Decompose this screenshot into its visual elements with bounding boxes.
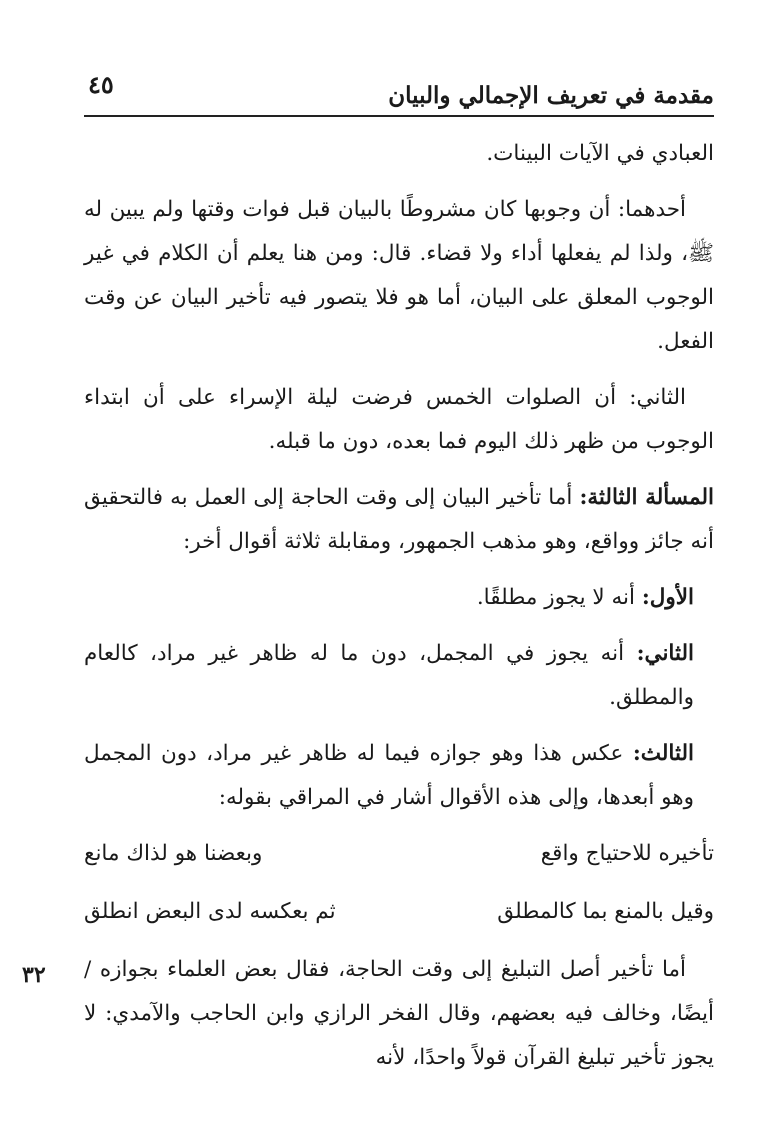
paragraph-7-lead: الثالث: (632, 741, 694, 766)
verse-2-first-hemistich: وقيل بالمنع بما كالمطلق (497, 899, 714, 924)
page-number: ٤٥ (88, 70, 114, 99)
paragraph-3-text: الثاني: أن الصلوات الخمس فرضت ليلة الإسراء على أن ابتداء الوجوب من ظهر ذلك اليوم فما بعده، دون ما قبله. (84, 385, 714, 454)
paragraph-7-text: عكس هذا وهو جوازه فيما له ظاهر غير مراد، دون المجمل وهو أبعدها، وإلى هذه الأقوال أشار في المراقي بقوله: (84, 741, 694, 810)
paragraph-2-text: أحدهما: أن وجوبها كان مشروطًا بالبيان قبل فوات وقتها ولم يبين له ﷺ، ولذا لم يفعلها أداء ولا قضاء. قال: ومن هنا يعلم أن الكلام في غير الوجوب المعلق على البيان، أما هو فلا يتصور فيه تأخير البيان عن وقت الفعل. (84, 197, 714, 354)
paragraph-6 (84, 632, 694, 720)
paragraph-4-lead: المسألة الثالثة: (579, 485, 714, 510)
paragraph-5-lead: الأول: (641, 585, 694, 610)
verse-1-first-hemistich: تأخيره للاحتياج واقع (540, 841, 714, 866)
closing-paragraph (84, 948, 714, 1080)
paragraph-5-text: أنه لا يجوز مطلقًا. (476, 585, 642, 610)
closing-paragraph-text: أما تأخير أصل التبليغ إلى وقت الحاجة، فقال بعض العلماء بجوازه / أيضًا، وخالف فيه بعضهم، وقال الفخر الرازي وابن الحاجب والآمدي: لا يجوز تأخير تبليغ القرآن قولاً واحدًا، لأنه (84, 957, 714, 1070)
paragraph-4 (84, 476, 714, 564)
paragraph-1-text: العبادي في الآيات البينات. (486, 141, 714, 166)
running-title: مقدمة في تعريف الإجمالي والبيان (388, 82, 714, 109)
paragraph-7 (84, 732, 694, 820)
paragraph-6-text: أنه يجوز في المجمل، دون ما له ظاهر غير مراد، كالعام والمطلق. (84, 641, 694, 710)
verse-2-second-hemistich: ثم بعكسه لدى البعض انطلق (84, 899, 336, 924)
verse-line-2 (84, 890, 714, 934)
verse-line-1 (84, 832, 714, 876)
paragraph-5 (84, 576, 694, 620)
header-rule (84, 115, 714, 117)
page-header (84, 70, 714, 114)
verse-1-second-hemistich: وبعضنا هو لذاك مانع (84, 841, 263, 866)
body-text (84, 132, 714, 1092)
paragraph-4-text: أما تأخير البيان إلى وقت الحاجة إلى العمل به فالتحقيق أنه جائز وواقع، وهو مذهب الجمهور، ومقابلة ثلاثة أقوال أخر: (84, 485, 714, 554)
paragraph-3 (84, 376, 714, 464)
paragraph-6-lead: الثاني: (636, 641, 694, 666)
paragraph-2 (84, 188, 714, 364)
paragraph-1 (84, 132, 714, 176)
margin-page-number: ٣٢ (22, 962, 46, 988)
